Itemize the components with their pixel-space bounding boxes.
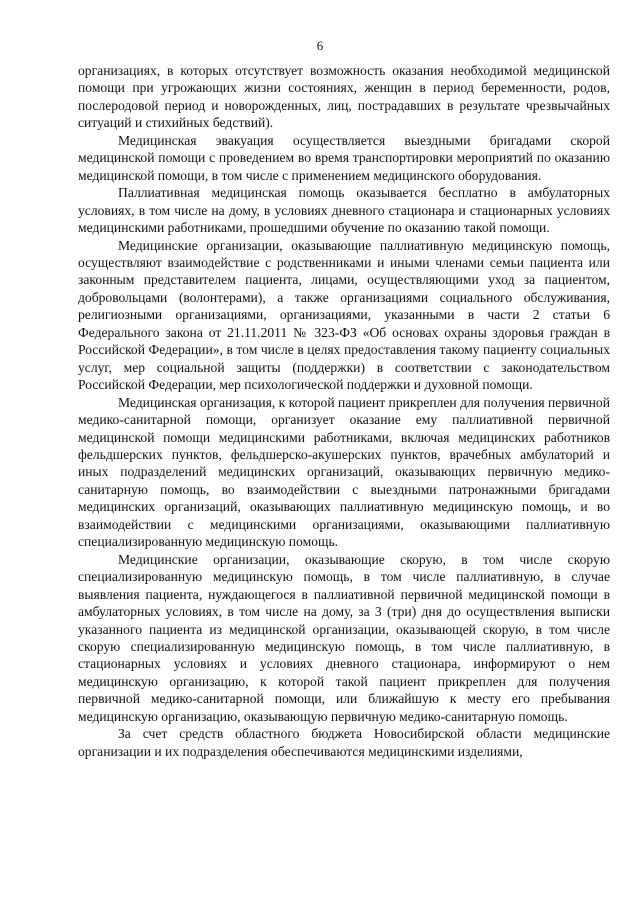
paragraph-continued: организациях, в которых отсутствует возможность оказания необходимой медицинской помощи при угрожающих жизни состояниях, женщин в период беременности, родов, послеродовой период и новорожденных, лиц, пострадавших в результате чрезвычайных ситуаций и стихийных бедствий). <box>78 63 610 131</box>
paragraph-organizations-interaction: Медицинские организации, оказывающие паллиативную медицинскую помощь, осуществляют взаимодействие с родственниками и иными членами семьи пациента или законным представителем пациента, лицами, осуществляющими уход за пациентом, добровольцами (волонтерами), а также организациями социального обслуживания, религиозными организациями, организациями, указанными в части 2 статьи 6 Федерального закона от 21.11.2011 № 323-ФЗ «Об основах охраны здоровья граждан в Российской Федерации», в том числе в целях предоставления такому пациенту социальных услуг, мер социальной защиты (поддержки) в соответствии с законодательством Российской Федерации, мер психологической поддержки и духовной помощи. <box>78 237 610 393</box>
paragraph-emergency-care-organizations: Медицинские организации, оказывающие скорую, в том числе скорую специализированную медицинскую помощь, в том числе паллиативную, в случае выявления пациента, нуждающегося в паллиативной первичной медицинской помощи в амбулаторных условиях, в том числе на дому, за 3 (три) дня до осуществления выписки указанного пациента из медицинской организации, оказывающей скорую, в том числе скорую специализированную медицинскую помощь, в том числе паллиативную, в стационарных условиях и условиях дневного стационара, информируют о нем медицинскую организацию, к которой такой пациент прикреплен для получения первичной медико-санитарной помощи, или ближайшую к месту его пребывания медицинскую организацию, оказывающую первичную медико-санитарную помощь. <box>78 551 610 724</box>
paragraph-primary-care-organization: Медицинская организация, к которой пациент прикреплен для получения первичной медико-санитарной помощи, организует оказание ему паллиативной первичной медицинской помощи медицинскими работниками, включая медицинских работников фельдшерских пунктов, фельдшерско-акушерских пунктов, врачебных амбулаторий и иных подразделений медицинских организаций, оказывающих первичную медико-санитарную помощь, во взаимодействии с выездными патронажными бригадами медицинских организаций, оказывающих паллиативную медицинскую помощь, и во взаимодействии с медицинскими организациями, оказывающими паллиативную специализированную медицинскую помощь. <box>78 394 610 550</box>
page-number: 6 <box>316 38 324 53</box>
document-body <box>78 62 610 760</box>
paragraph-regional-budget: За счет средств областного бюджета Новосибирской области медицинские организации и их подразделения обеспечиваются медицинскими изделиями, <box>78 726 610 759</box>
paragraph-medical-evacuation: Медицинская эвакуация осуществляется выездными бригадами скорой медицинской помощи с проведением во время транспортировки мероприятий по оказанию медицинской помощи, в том числе с применением медицинского оборудования. <box>78 132 610 183</box>
paragraph-palliative-care: Паллиативная медицинская помощь оказывается бесплатно в амбулаторных условиях, в том числе на дому, в условиях дневного стационара и стационарных условиях медицинскими работниками, прошедшими обучение по оказанию такой помощи. <box>78 185 610 236</box>
